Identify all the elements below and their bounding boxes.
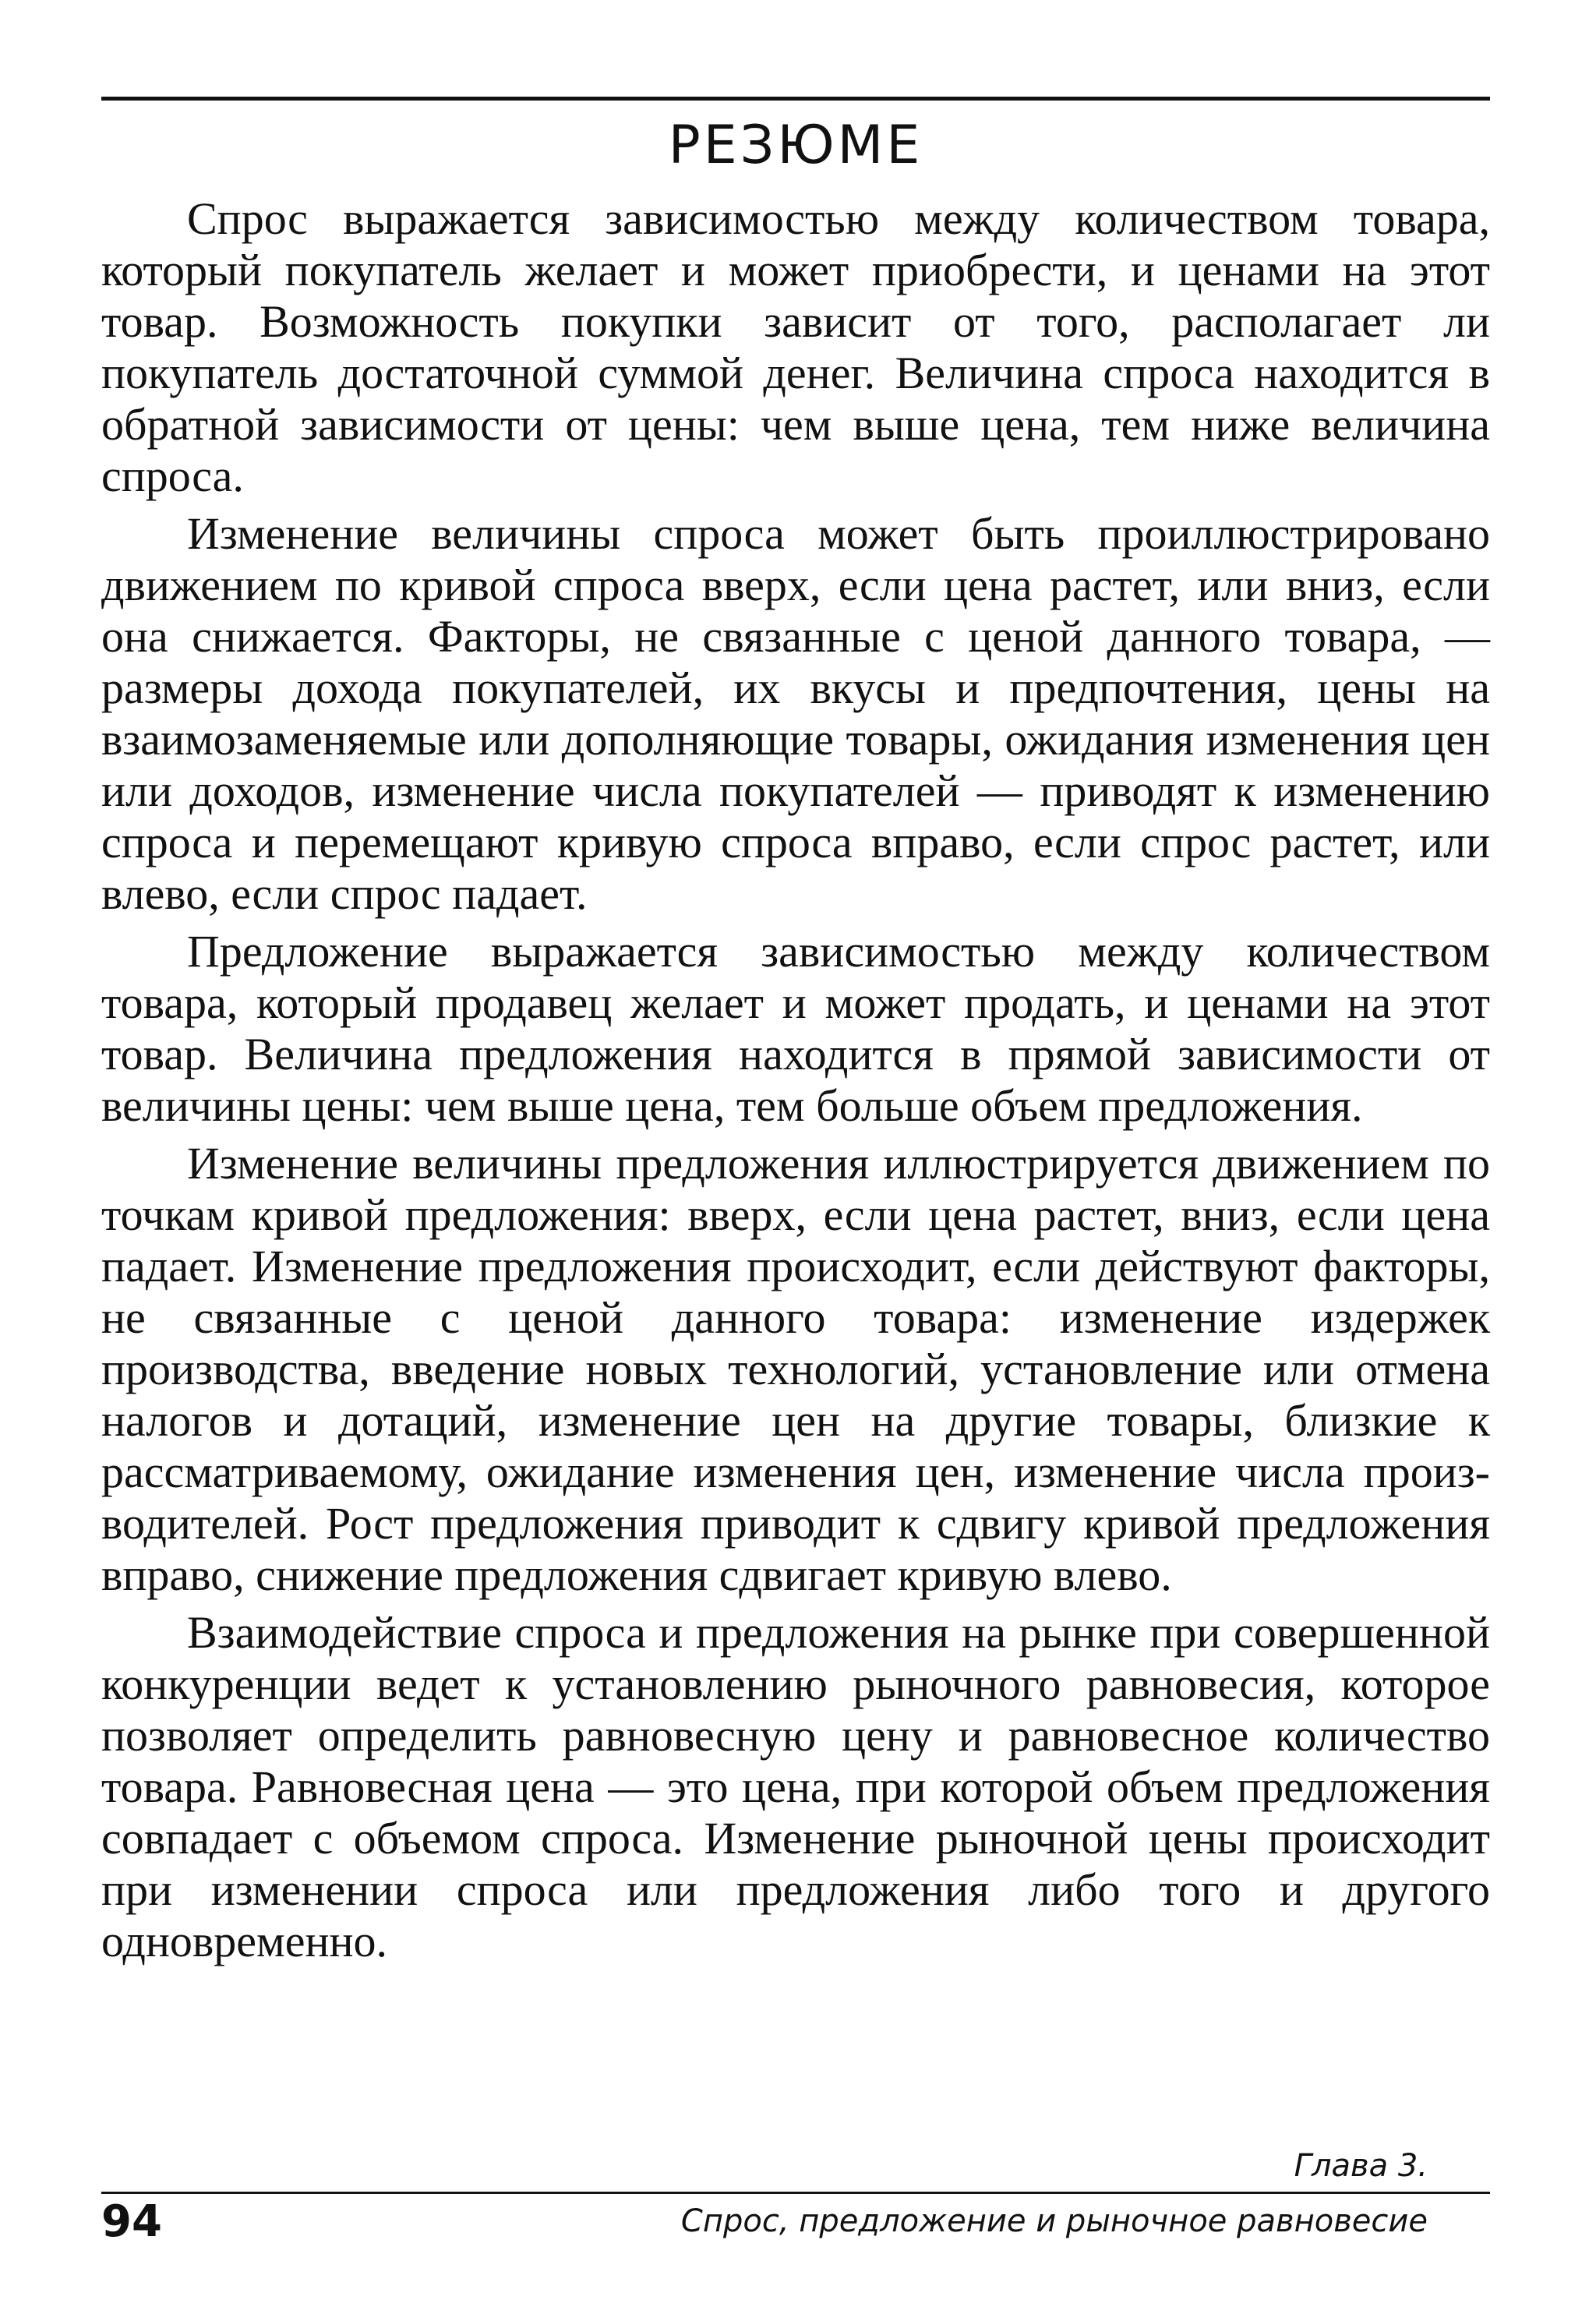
paragraph-demand: Спрос выражается зависимостью между количеством товара, который покупатель желает и может приобрести, и ценами на этот товар. Возможность покупки зависит от того, располагает ли покупатель достаточной суммой денег. Величина спроса находится в обратной зависимости от цены: чем выше цена, тем ниже величина спроса.	[101, 193, 1490, 501]
page-number: 94	[101, 2196, 162, 2247]
section-title: РЕЗЮМЕ	[668, 115, 923, 176]
paragraph-equilibrium: Взаимодействие спроса и предложения на рынке при совершенной конкуренции ведет к установлению рыночного равновесия, которое позволяет определить равновесную цену и равновесное количество товара. Равновесная цена — это цена, при которой объем предложения совпадает с объемом спроса. Изменение рыночной цены происходит при изменении спроса или предложения либо того и другого одновременно.	[101, 1607, 1490, 1966]
header-rule	[101, 97, 1490, 101]
footer-rule	[101, 2192, 1490, 2194]
running-head-chapter-title: Спрос, предложение и рыночное равновесие	[680, 2203, 1428, 2239]
paragraph-supply-change: Изменение величины предложения иллюстрируется движением по точкам кривой предложения: вверх, если цена растет, вниз, если цена падает. Изменение предложения происходит, если действуют факторы, не связанные с ценой данного товара: изменение издержек производства, введение новых технологий, установление или отмена налогов и дотаций, изменение цен на другие товары, близкие к рассматриваемому, ожидание изменения цен, изменение числа производителей. Рост предложения приводит к сдвигу кривой предложения вправо, снижение предложения сдвигает кривую влево.	[101, 1138, 1490, 1600]
book-page	[101, 97, 1490, 2279]
summary-body	[101, 193, 1490, 1973]
running-head-chapter: Глава 3.	[1294, 2148, 1428, 2184]
paragraph-supply: Предложение выражается зависимостью между количеством товара, который продавец желает и может продать, и ценами на этот товар. Величина предложения находится в прямой зависимости от величины цены: чем выше цена, тем больше объем предложения.	[101, 926, 1490, 1131]
paragraph-demand-change: Изменение величины спроса может быть проиллюстрировано движением по кривой спроса вверх, если цена растет, или вниз, если она снижается. Факторы, не связанные с ценой данного товара, — размеры дохода покупателей, их вкусы и предпочтения, цены на взаимозаменяемые или дополняющие товары, ожидания изменения цен или доходов, изменение числа покупателей — приводят к изменению спроса и перемещают кривую спроса вправо, если спрос растет, или влево, если спрос падает.	[101, 508, 1490, 919]
